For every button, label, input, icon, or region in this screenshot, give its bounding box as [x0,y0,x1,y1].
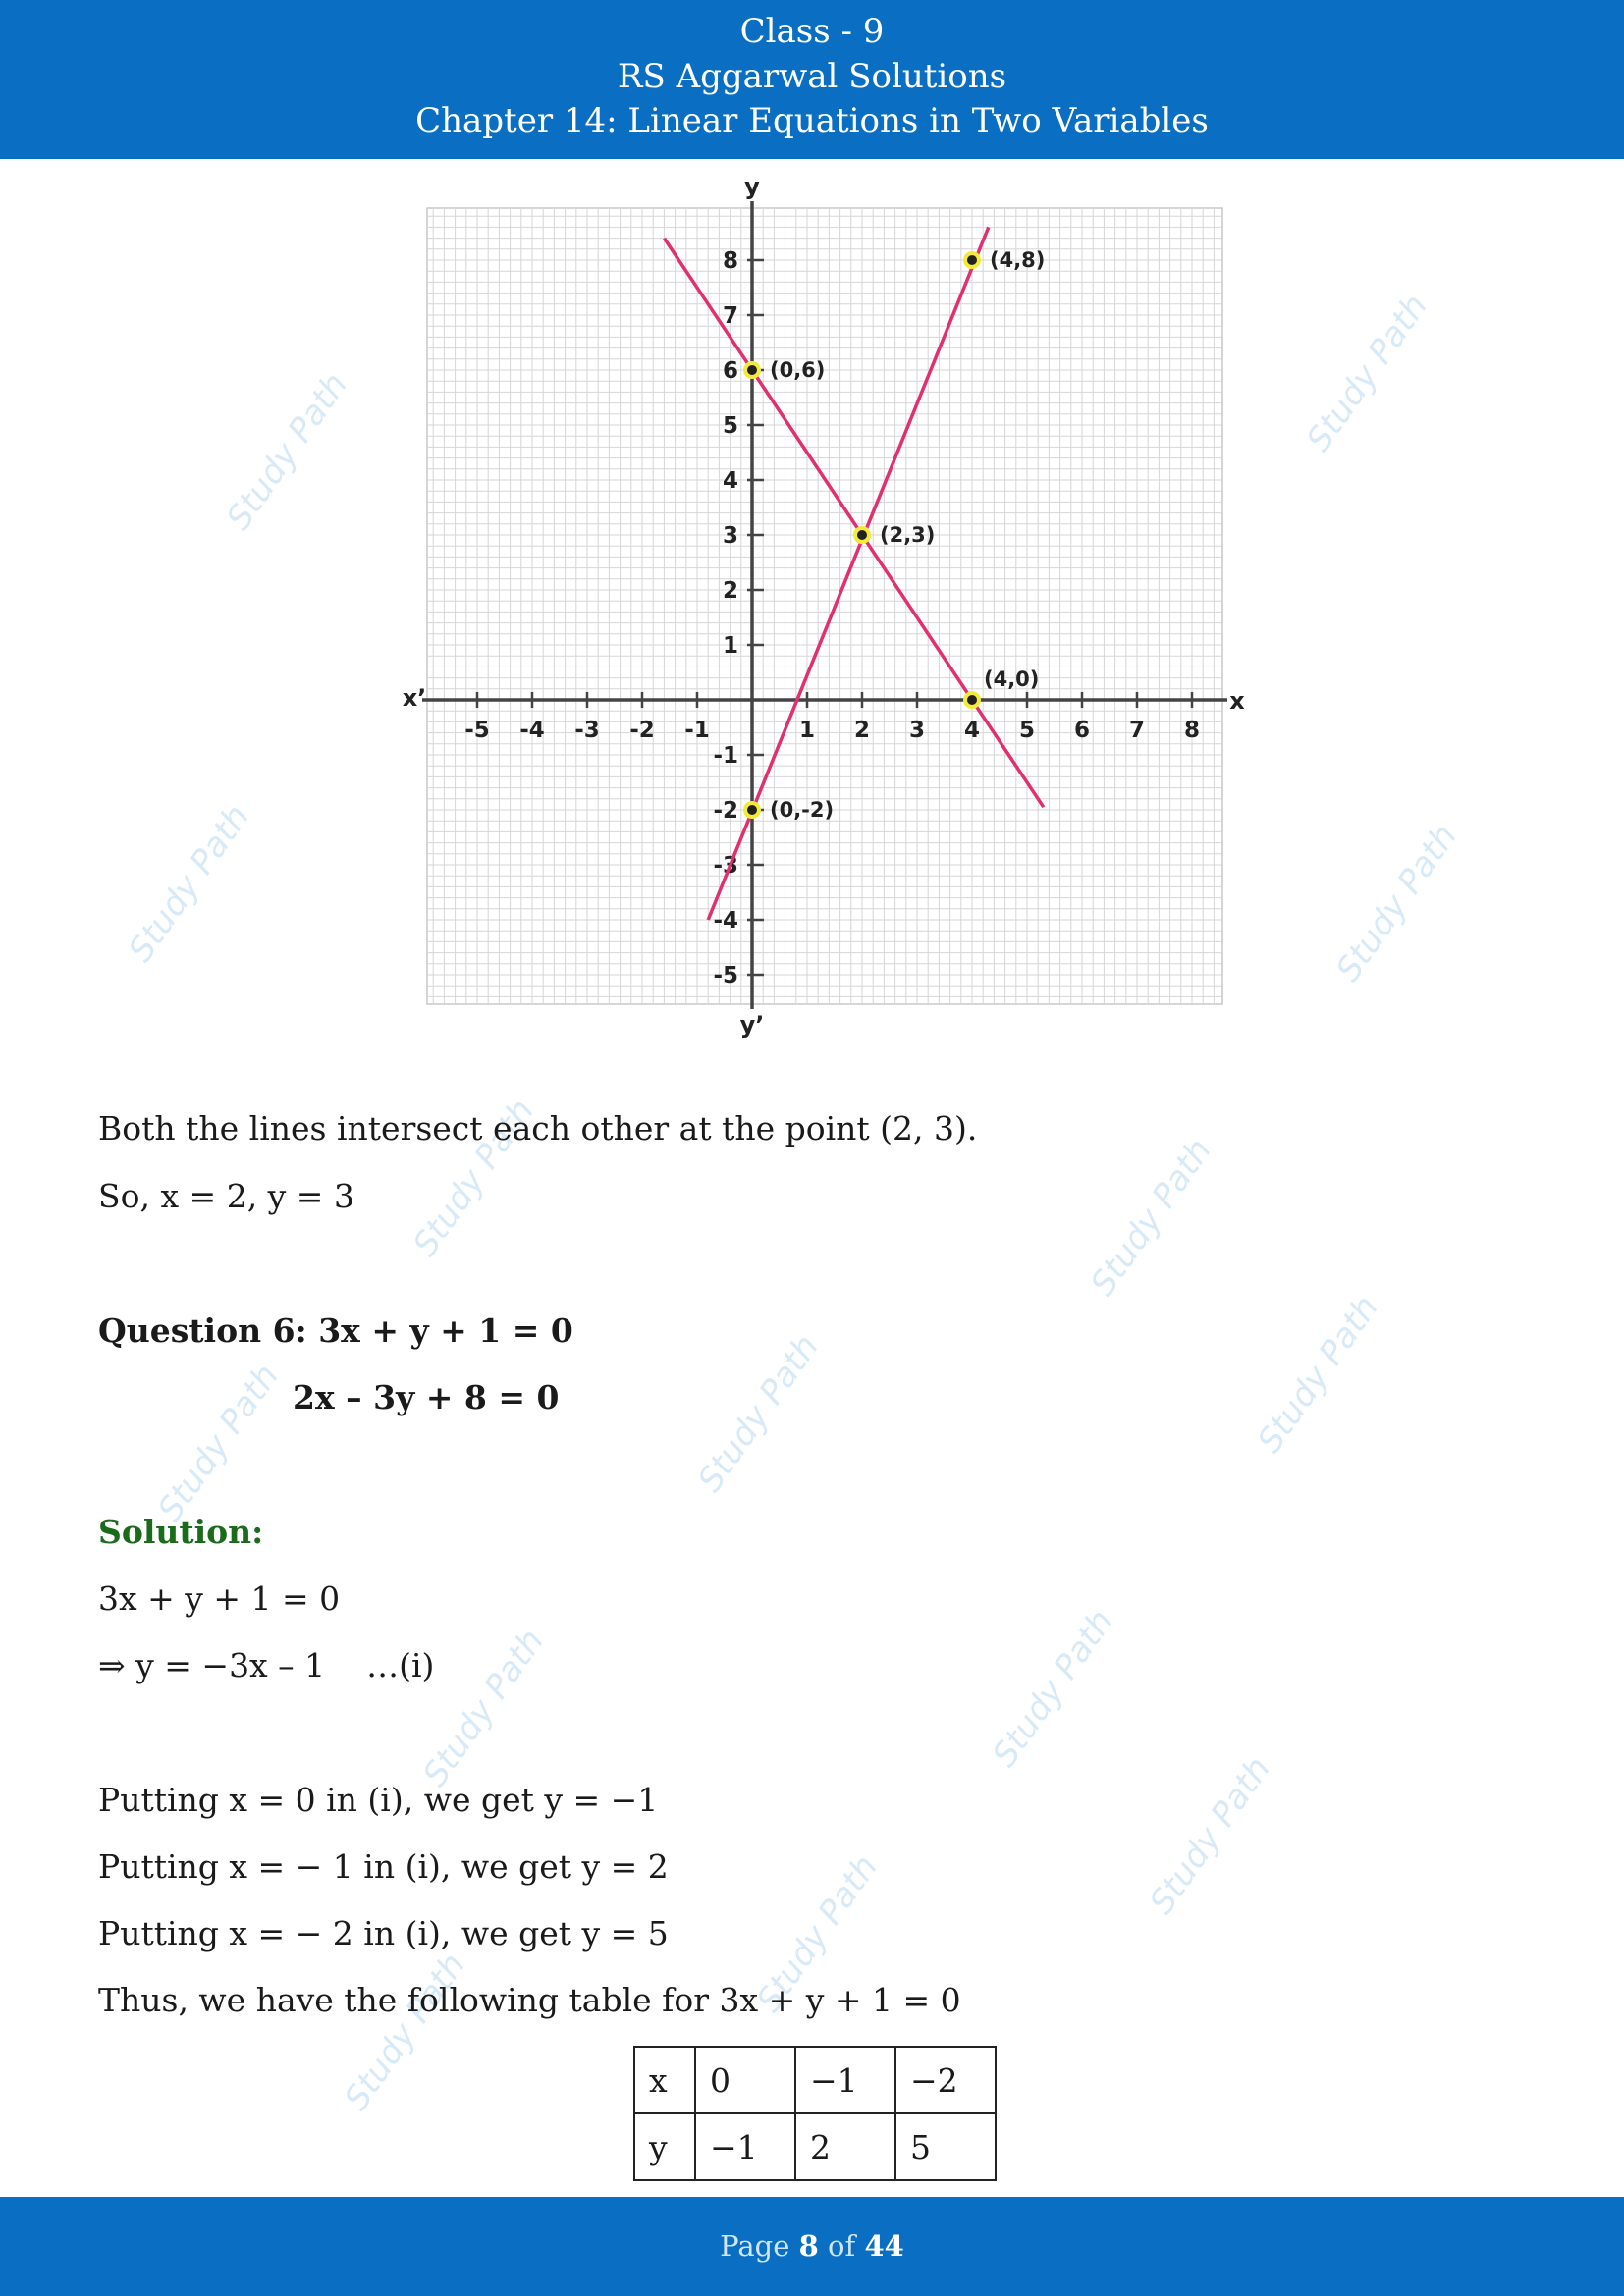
watermark: Study Path [415,1622,553,1794]
x-tick-label: 8 [1183,718,1201,743]
putting-step-3: Putting x = − 2 in (i), we get y = 5 [98,1914,669,1952]
header-class: Class - 9 [739,12,885,51]
question-heading: Question 6: 3x + y + 1 = 0 [98,1311,573,1350]
watermark: Study Path [150,1357,288,1529]
table-cell: 2 [795,2113,895,2180]
putting-step-2: Putting x = − 1 in (i), we get y = 2 [98,1847,669,1886]
y-tick-label: 4 [722,468,738,494]
point-label: (4,8) [990,248,1046,272]
watermark: Study Path [121,797,258,970]
x-tick-label: 5 [1018,718,1036,743]
table-cell: −1 [795,2047,895,2113]
watermark: Study Path [1142,1749,1279,1922]
footer-total-pages: 44 [864,2229,904,2263]
x-tick-label: 7 [1128,718,1146,743]
x-axis-label: x [1229,687,1245,715]
table-cell: −1 [695,2113,795,2180]
watermark: Study Path [337,1946,474,2118]
table-cell: 0 [695,2047,795,2113]
point-marker [747,805,757,815]
x-tick-label: -5 [464,718,490,743]
watermark: Study Path [749,1847,887,2020]
watermark: Study Path [1299,287,1436,459]
question-equation-2: 2x – 3y + 8 = 0 [293,1378,560,1416]
x-axis-negative-label: x’ [402,684,427,712]
footer-mid: of [818,2229,865,2263]
point-label: (0,-2) [770,798,835,822]
point-marker [857,530,867,540]
watermark: Study Path [1328,817,1466,989]
y-tick-label: 5 [722,413,738,439]
footer-prefix: Page [720,2229,799,2263]
header-book: RS Aggarwal Solutions [617,57,1007,96]
y-tick-label: 7 [722,303,738,329]
x-tick-label: -1 [684,718,710,743]
solution-values: So, x = 2, y = 3 [98,1177,354,1215]
table-cell: x [634,2047,695,2113]
watermark: Study Path [1083,1131,1220,1304]
table-cell: −2 [895,2047,996,2113]
y-tick-label: 1 [722,633,738,659]
table-row [634,2047,996,2113]
solution-label: Solution: [98,1513,264,1551]
footer-page-number: 8 [798,2229,819,2263]
putting-step-1: Putting x = 0 in (i), we get y = −1 [98,1781,659,1819]
y-tick-label: 8 [722,248,738,274]
watermark: Study Path [1250,1288,1387,1461]
point-marker [967,255,977,265]
point-marker [967,695,977,705]
point-label: (4,0) [984,667,1040,691]
x-tick-label: 4 [963,718,981,743]
values-table [633,2046,997,2181]
x-tick-label: -4 [519,718,545,743]
table-cell: 5 [895,2113,996,2180]
y-tick-label: -1 [713,743,738,769]
page-footer [0,2197,1624,2296]
table-intro: Thus, we have the following table for 3x + y + 1 = 0 [98,1981,961,2019]
y-axis-label: y [744,173,760,200]
y-tick-label: -5 [713,963,738,988]
header-chapter: Chapter 14: Linear Equations in Two Variables [415,101,1209,140]
y-tick-label: -2 [713,798,738,824]
table-cell: y [634,2113,695,2180]
watermark: Study Path [219,365,356,538]
grid-frame [427,208,1222,1004]
equation-1: 3x + y + 1 = 0 [98,1579,341,1618]
y-tick-label: 3 [722,523,738,549]
x-tick-label: -2 [629,718,655,743]
intersection-statement: Both the lines intersect each other at the point (2, 3). [98,1109,978,1148]
watermark: Study Path [406,1092,543,1264]
table-row [634,2113,996,2180]
x-tick-label: 3 [908,718,926,743]
x-tick-label: 1 [798,718,816,743]
page-header [0,0,1624,159]
linear-equations-graph [393,167,1257,1060]
x-tick-label: 2 [853,718,871,743]
y-axis-negative-label: y’ [739,1011,765,1039]
watermark: Study Path [985,1602,1122,1775]
x-tick-label: -3 [574,718,600,743]
point-label: (0,6) [770,358,826,382]
equation-1-rearranged: ⇒ y = −3x – 1 …(i) [98,1646,435,1684]
y-tick-label: 2 [722,578,738,604]
y-tick-label: -4 [713,908,738,934]
point-label: (2,3) [880,523,936,547]
watermark: Study Path [690,1327,828,1500]
y-tick-label: 6 [722,358,738,384]
y-tick-label: -3 [713,853,738,879]
point-marker [747,365,757,375]
x-tick-label: 6 [1073,718,1091,743]
